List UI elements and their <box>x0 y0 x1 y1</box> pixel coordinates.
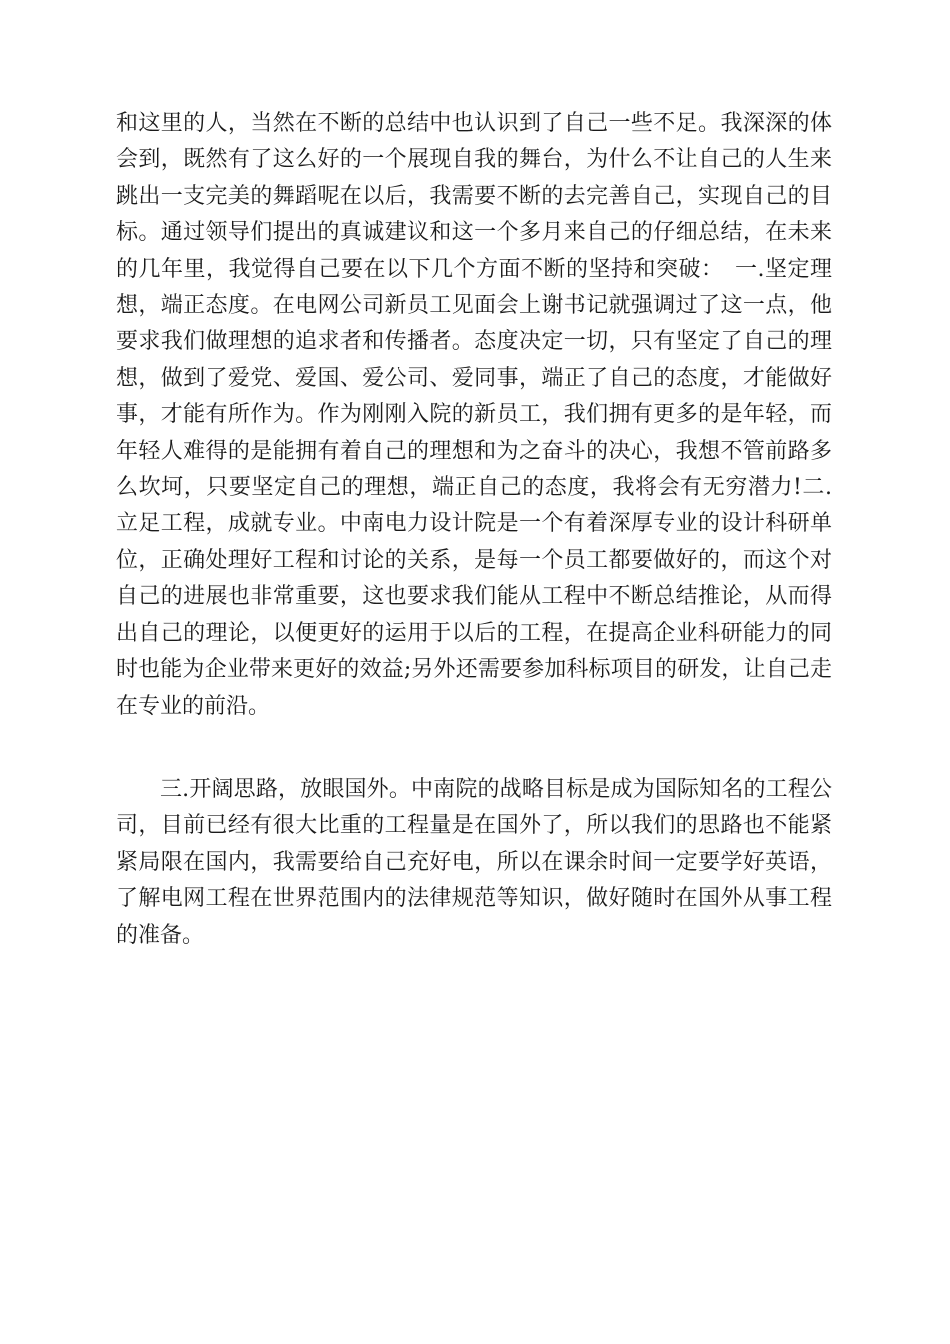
body-paragraph-2: 三.开阔思路，放眼国外。中南院的战略目标是成为国际知名的工程公司，目前已经有很大比重的工程量是在国外了，所以我们的思路也不能紧紧局限在国内，我需要给自己充好电，所以在课余时间一定要学好英语，了解电网工程在世界范围内的法律规范等知识，做好随时在国外从事工程的准备。 <box>116 777 832 948</box>
body-paragraph-1: 和这里的人，当然在不断的总结中也认识到了自己一些不足。我深深的体会到，既然有了这么好的一个展现自我的舞台，为什么不让自己的人生来跳出一支完美的舞蹈呢在以后，我需要不断的去完善自己，实现自己的目标。通过领导们提出的真诚建议和这一个多月来自己的仔细总结，在未来的几年里，我觉得自己要在以下几个方面不断的坚持和突破： 一.坚定理想，端正态度。在电网公司新员工见面会上谢书记就强调过了这一点，他要求我们做理想的追求者和传播者。态度决定一切，只有坚定了自己的理想，做到了爱党、爱国、爱公司、爱同事，端正了自己的态度，才能做好事，才能有所作为。作为刚刚入院的新员工，我们拥有更多的是年轻，而年轻人难得的是能拥有着自己的理想和为之奋斗的决心，我想不管前路多么坎坷，只要坚定自己的理想，端正自己的态度，我将会有无穷潜力!二.立足工程，成就专业。中南电力设计院是一个有着深厚专业的设计科研单位，正确处理好工程和讨论的关系，是每一个员工都要做好的，而这个对自己的进展也非常重要，这也要求我们能从工程中不断总结推论，从而得出自己的理论，以便更好的运用于以后的工程，在提高企业科研能力的同时也能为企业带来更好的效益;另外还需要参加科标项目的研发，让自己走在专业的前沿。 <box>116 111 832 719</box>
